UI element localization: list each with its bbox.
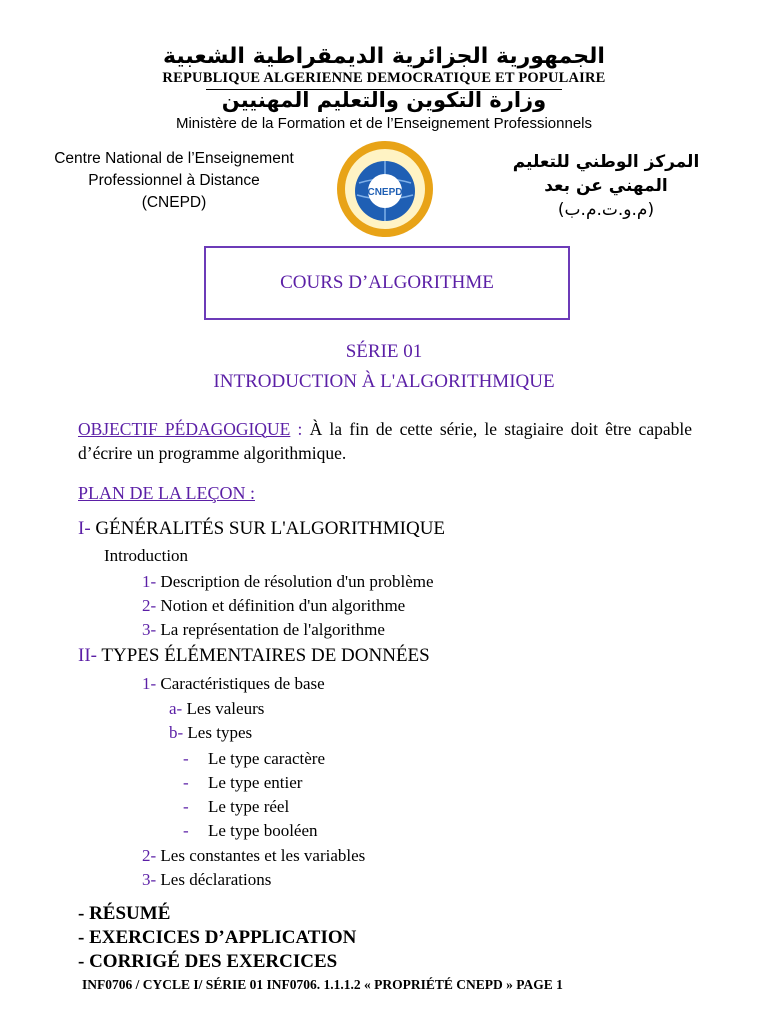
- item-number: 1-: [142, 572, 157, 591]
- section-1-item: [142, 596, 405, 616]
- type-list-item: [183, 773, 302, 793]
- objective-label: OBJECTIF PÉDAGOGIQUE: [78, 419, 291, 439]
- section-2-heading: [78, 645, 430, 667]
- section-1-item: [142, 620, 385, 640]
- center-name-ar-line2: المهني عن بعد: [544, 176, 668, 196]
- type-list-item: [183, 797, 289, 817]
- section-1-title: GÉNÉRALITÉS SUR L'ALGORITHMIQUE: [90, 518, 446, 539]
- course-title: COURS D’ALGORITHME: [280, 272, 494, 293]
- subitem-text: Les valeurs: [182, 699, 265, 718]
- section-2-subitem: [169, 723, 252, 743]
- type-list-item: [183, 821, 318, 841]
- objective-text: À la fin de cette série, le stagiaire doit être capable d’écrire un programme algorithmique.: [78, 419, 692, 463]
- bullet-dash: -: [183, 797, 189, 816]
- center-name-fr-line2: Professionnel à Distance: [88, 172, 260, 189]
- center-name-ar-line3: (م.و.ت.م.ب): [557, 200, 655, 220]
- section-2-item: [142, 674, 325, 694]
- subitem-letter: a-: [169, 699, 183, 718]
- serie-number: SÉRIE 01: [345, 341, 423, 362]
- course-title-box: [204, 246, 570, 320]
- logo-text: CNEPD: [367, 187, 403, 198]
- item-text: Caractéristiques de base: [156, 674, 325, 693]
- objective-paragraph: [78, 417, 692, 465]
- arabic-ministry-title: وزارة التكوين والتعليم المهنيين: [221, 88, 547, 112]
- section-1-intro: Introduction: [104, 546, 189, 565]
- exercises-item: - EXERCICES D’APPLICATION: [78, 927, 357, 948]
- item-number: 3-: [142, 870, 157, 889]
- item-number: 1-: [142, 674, 157, 693]
- subitem-letter: b-: [169, 723, 184, 742]
- center-name-french: [24, 148, 324, 214]
- corrections-item: - CORRIGÉ DES EXERCICES: [78, 951, 338, 972]
- item-text: Les déclarations: [156, 870, 272, 889]
- type-name: Le type caractère: [208, 749, 326, 768]
- bullet-dash: -: [183, 821, 189, 840]
- item-number: 3-: [142, 620, 157, 639]
- cnepd-logo: [335, 139, 435, 239]
- item-text: Notion et définition d'un algorithme: [156, 596, 406, 615]
- serie-subtitle: INTRODUCTION À L'ALGORITHMIQUE: [213, 371, 555, 392]
- french-ministry-title: Ministère de la Formation et de l’Enseignement Professionnels: [175, 115, 593, 132]
- type-name: Le type booléen: [208, 821, 318, 840]
- french-republic-title: REPUBLIQUE ALGERIENNE DEMOCRATIQUE ET POPULAIRE: [162, 70, 606, 86]
- arabic-republic-title: الجمهورية الجزائرية الديمقراطية الشعبية: [163, 44, 605, 69]
- center-name-fr-line1: Centre National de l’Enseignement: [54, 150, 294, 167]
- subitem-text: Les types: [183, 723, 253, 742]
- item-number: 2-: [142, 846, 157, 865]
- section-1-heading: [78, 518, 445, 540]
- type-name: Le type entier: [208, 773, 303, 792]
- section-2-title: TYPES ÉLÉMENTAIRES DE DONNÉES: [96, 645, 430, 666]
- bullet-dash: -: [183, 749, 189, 768]
- plan-title: PLAN DE LA LEÇON :: [78, 483, 255, 503]
- type-list-item: [183, 749, 325, 769]
- bullet-dash: -: [183, 773, 189, 792]
- section-2-number: II-: [78, 645, 97, 666]
- item-text: Description de résolution d'un problème: [156, 572, 434, 591]
- objective-colon: :: [290, 419, 303, 439]
- page-footer: INF0706 / CYCLE I/ SÉRIE 01 INF0706. 1.1.1.2 « PROPRIÉTÉ CNEPD » PAGE 1: [82, 977, 563, 992]
- section-2-item: [142, 846, 365, 866]
- center-name-ar-line1: المركز الوطني للتعليم: [512, 152, 700, 172]
- section-1-item: [142, 572, 434, 592]
- section-1-number: I-: [78, 518, 91, 539]
- section-2-subitem: [169, 699, 264, 719]
- section-2-item: [142, 870, 271, 890]
- item-text: La représentation de l'algorithme: [156, 620, 385, 639]
- type-name: Le type réel: [208, 797, 290, 816]
- center-name-fr-line3: (CNEPD): [141, 194, 207, 211]
- center-name-arabic: [470, 150, 742, 222]
- summary-item: - RÉSUMÉ: [78, 903, 171, 924]
- item-text: Les constantes et les variables: [156, 846, 366, 865]
- item-number: 2-: [142, 596, 157, 615]
